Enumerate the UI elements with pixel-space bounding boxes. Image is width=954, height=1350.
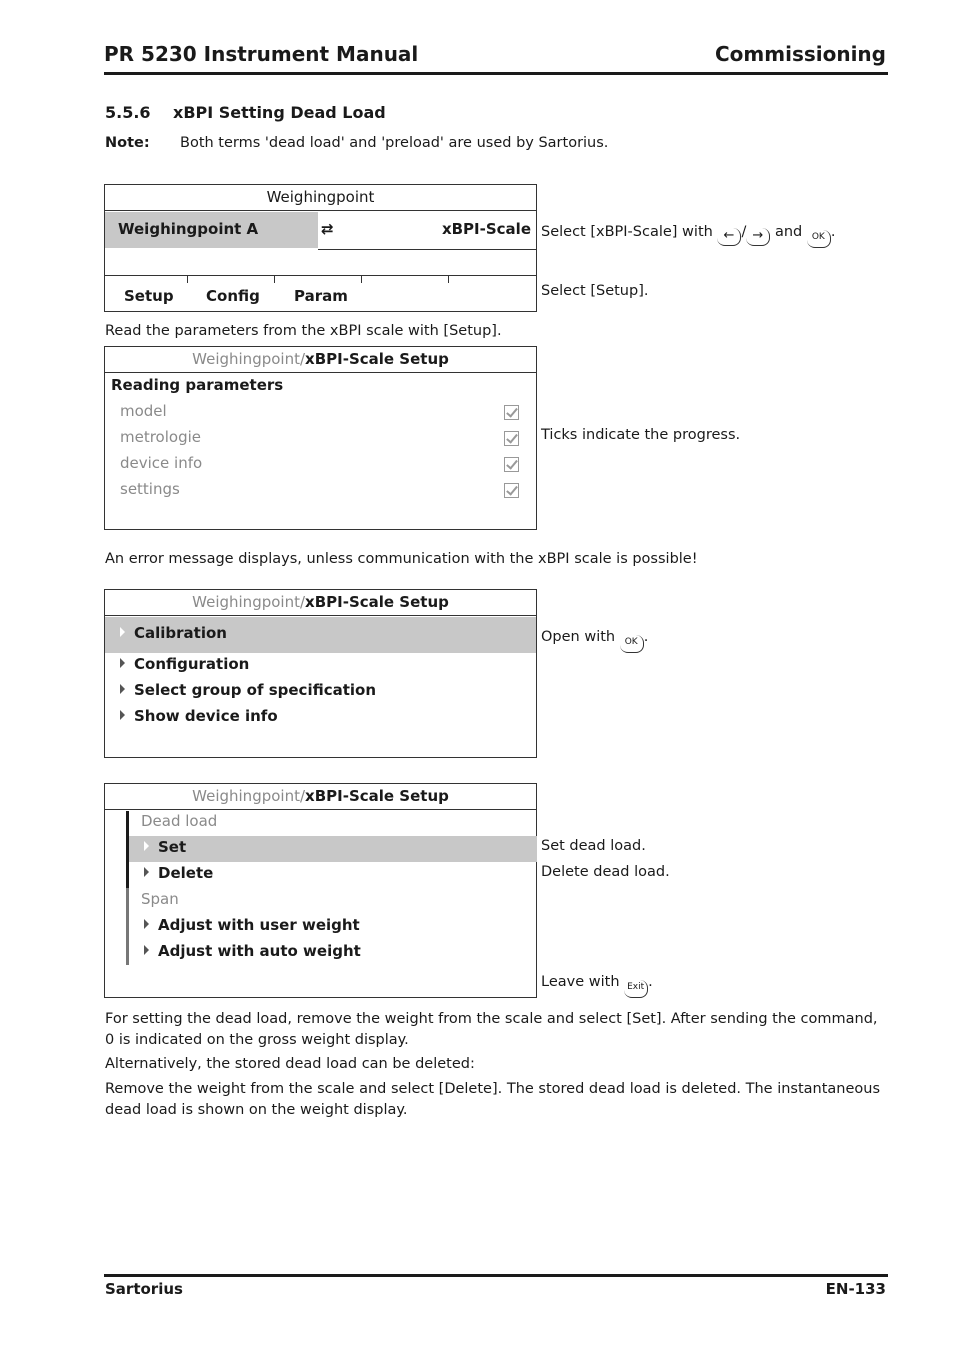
group-bar xyxy=(126,888,129,965)
section-title: xBPI Setting Dead Load xyxy=(173,103,386,122)
leave-with-instruction: Leave with Exit . xyxy=(541,974,653,998)
param-item-model: model xyxy=(120,402,167,420)
menu-item-adjust-auto-weight[interactable]: Adjust with auto weight xyxy=(144,942,361,960)
set-dead-load-note: Set dead load. xyxy=(541,838,646,854)
header-rule xyxy=(104,72,888,75)
screen-title: Weighingpoint/xBPI-Scale Setup xyxy=(105,347,536,373)
group-dead-load: Dead load xyxy=(141,812,218,830)
menu-item-calibration[interactable]: Calibration xyxy=(120,624,227,642)
xbpi-setup-menu-screen xyxy=(104,589,537,758)
screen-title: Weighingpoint/xBPI-Scale Setup xyxy=(105,590,536,616)
select-scale-instruction: Select [xBPI-Scale] with ← / → and OK . xyxy=(541,224,835,248)
weighingpoint-screen xyxy=(104,184,537,312)
arrow-right-icon xyxy=(120,710,125,720)
param-item-device-info: device info xyxy=(120,454,203,472)
section-number: 5.5.6 xyxy=(105,103,151,122)
reading-parameters-heading: Reading parameters xyxy=(111,376,284,394)
screen-title: Weighingpoint/xBPI-Scale Setup xyxy=(105,784,536,810)
arrow-right-icon xyxy=(120,684,125,694)
dead-load-instructions: For setting the dead load, remove the weight from the scale and select [Set]. After sending the command, 0 is indicated on the gross weight display. xyxy=(105,1011,878,1048)
arrow-right-icon xyxy=(120,658,125,668)
menu-item-delete[interactable]: Delete xyxy=(144,864,213,882)
page-number: EN-133 xyxy=(825,1280,886,1298)
arrow-right-icon xyxy=(144,919,149,929)
menu-item-select-group[interactable]: Select group of specification xyxy=(120,681,376,699)
softkey-divider xyxy=(105,275,536,276)
switch-icon: ⇄ xyxy=(321,220,334,238)
checkmark-icon xyxy=(504,405,519,420)
delete-instructions: Remove the weight from the scale and select [Delete]. The stored dead load is deleted. The instantaneous dead load is shown on the weight display. xyxy=(105,1081,881,1118)
note-label: Note: xyxy=(105,135,150,151)
read-parameters-text: Read the parameters from the xBPI scale with [Setup]. xyxy=(105,323,502,339)
ok-key-icon: OK xyxy=(620,635,644,653)
checkmark-icon xyxy=(504,431,519,446)
chapter-title: Commissioning xyxy=(714,42,886,66)
field-underline xyxy=(318,249,537,250)
error-message-text: An error message displays, unless communication with the xBPI scale is possible! xyxy=(105,551,698,567)
open-with-instruction: Open with OK . xyxy=(541,629,648,653)
group-span: Span xyxy=(141,890,179,908)
menu-item-set[interactable]: Set xyxy=(144,838,186,856)
highlighted-row xyxy=(129,836,537,862)
softkey-param[interactable]: Param xyxy=(294,287,348,305)
note-text: Both terms 'dead load' and 'preload' are used by Sartorius. xyxy=(180,135,609,151)
softkey-setup[interactable]: Setup xyxy=(124,287,174,305)
left-arrow-key-icon: ← xyxy=(717,228,741,246)
dead-load-screen xyxy=(104,783,537,998)
arrow-right-icon xyxy=(144,841,149,851)
menu-item-configuration[interactable]: Configuration xyxy=(120,655,249,673)
ok-key-icon: OK xyxy=(807,230,831,248)
arrow-right-icon xyxy=(144,867,149,877)
softkey-config[interactable]: Config xyxy=(206,287,260,305)
manual-title: PR 5230 Instrument Manual xyxy=(104,42,419,66)
weighingpoint-label: Weighingpoint A xyxy=(118,220,259,238)
arrow-right-icon xyxy=(120,627,125,637)
delete-dead-load-note: Delete dead load. xyxy=(541,864,670,880)
exit-key-icon: Exit xyxy=(624,980,648,998)
screen-title: Weighingpoint xyxy=(105,185,536,211)
menu-item-show-device-info[interactable]: Show device info xyxy=(120,707,278,725)
checkmark-icon xyxy=(504,457,519,472)
footer-rule xyxy=(104,1274,888,1277)
alternative-text: Alternatively, the stored dead load can be deleted: xyxy=(105,1056,475,1072)
param-item-settings: settings xyxy=(120,480,180,498)
footer-brand: Sartorius xyxy=(105,1280,183,1298)
select-setup-instruction: Select [Setup]. xyxy=(541,283,649,299)
checkmark-icon xyxy=(504,483,519,498)
ticks-progress-note: Ticks indicate the progress. xyxy=(541,427,741,443)
right-arrow-key-icon: → xyxy=(746,228,770,246)
arrow-right-icon xyxy=(144,945,149,955)
menu-item-adjust-user-weight[interactable]: Adjust with user weight xyxy=(144,916,360,934)
scale-type-value[interactable]: xBPI-Scale xyxy=(441,220,531,238)
reading-parameters-screen xyxy=(104,346,537,530)
param-item-metrologie: metrologie xyxy=(120,428,201,446)
